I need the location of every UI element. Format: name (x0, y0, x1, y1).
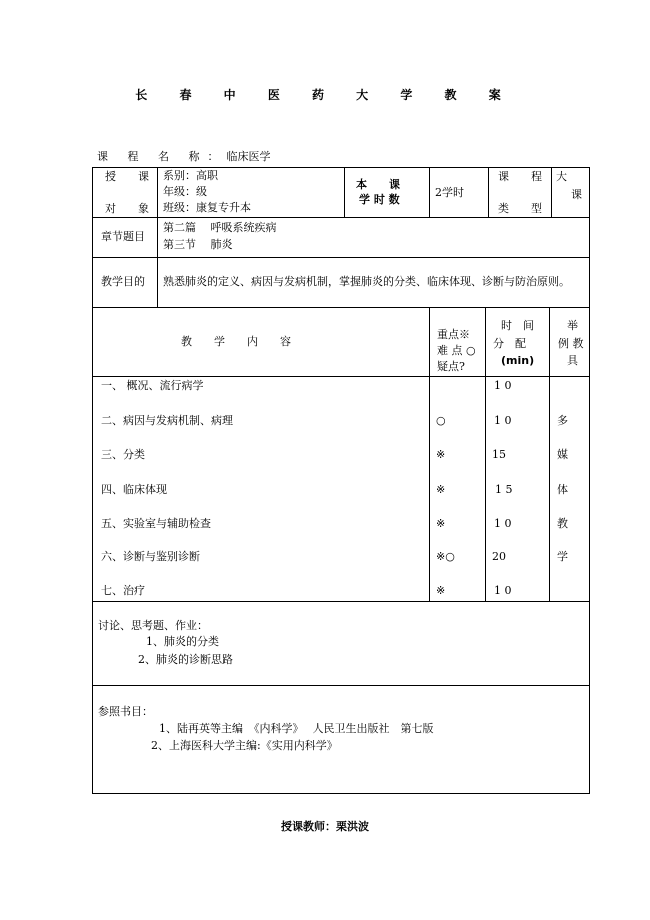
discussion-item: 2、肺炎的诊断思路 (138, 653, 233, 666)
col-divider (429, 307, 430, 601)
content-mark-2: ○ (436, 414, 446, 427)
purpose-label: 教学目的 (101, 275, 145, 288)
content-mark-6: ※○ (436, 550, 455, 563)
references-label: 参照书目： (98, 705, 153, 718)
grade-field: 年级：级 (163, 185, 207, 198)
course-name-line (97, 148, 271, 164)
teacher-signature: 授课教师：栗洪波 (281, 820, 369, 833)
row-divider (93, 257, 589, 258)
teaching-aid-char: 教 (557, 517, 568, 530)
content-time-1: 1 0 (494, 379, 512, 392)
class-field: 班级：康复专升本 (163, 201, 251, 214)
col-divider (485, 307, 486, 601)
teach-obj-label-1: 授 课 (105, 170, 149, 183)
row-divider (93, 307, 589, 308)
chapter-line-1: 第二篇 呼吸系统疾病 (163, 221, 277, 234)
col-divider (549, 307, 550, 601)
example-header-2: 例 教 (558, 337, 584, 350)
col-divider (157, 168, 158, 307)
hours-value: 2学时 (435, 186, 464, 199)
content-item-3: 三、分类 (101, 448, 145, 461)
content-time-5: 1 0 (494, 517, 512, 530)
content-time-4: 1 5 (495, 483, 513, 496)
content-time-6: 20 (492, 550, 506, 563)
col-divider (551, 168, 552, 217)
content-time-2: 1 0 (494, 414, 512, 427)
content-mark-7: ※ (436, 584, 446, 597)
teaching-aid-char: 体 (557, 483, 568, 496)
reference-item: 2、上海医科大学主编:《实用内科学》 (151, 739, 338, 752)
reference-item: 1、陆再英等主编 《内科学》 人民卫生出版社 第七版 (159, 722, 434, 735)
type-label-2: 类 型 (498, 202, 542, 215)
teaching-aid-char: 学 (557, 550, 568, 563)
time-header-1: 时 间 (501, 319, 534, 332)
lesson-plan-table (92, 167, 590, 794)
content-time-3: 15 (492, 448, 506, 461)
content-item-2: 二、病因与发病机制、病理 (101, 414, 233, 427)
course-name-value: 临床医学 (226, 150, 271, 163)
row-divider (93, 685, 589, 686)
content-header: 教 学 内 容 (181, 335, 291, 348)
content-time-7: 1 0 (494, 584, 512, 597)
course-name-label: 课 程 名 称： (97, 150, 227, 163)
key-header-3: 疑点? (437, 360, 465, 373)
type-value-1: 大 (556, 170, 567, 183)
row-divider (93, 601, 589, 602)
discussion-item: 1、肺炎的分类 (146, 635, 219, 648)
example-header-1: 举 (567, 319, 578, 332)
example-header-3: 具 (567, 354, 578, 367)
key-header-2: 难 点 ○ (437, 344, 476, 357)
col-divider (344, 168, 345, 217)
content-item-4: 四、临床体现 (101, 483, 167, 496)
teaching-aid-char: 媒 (557, 448, 568, 461)
col-divider (429, 168, 430, 217)
content-item-7: 七、治疗 (101, 584, 145, 597)
time-header-2: 分 配 (493, 337, 526, 350)
dept-field: 系别：高职 (163, 169, 218, 182)
teach-obj-label-2: 对 象 (105, 202, 149, 215)
col-divider (488, 168, 489, 217)
discussion-label: 讨论、思考题、作业： (98, 619, 208, 632)
type-label-1: 课 程 (498, 170, 542, 183)
content-item-6: 六、诊断与鉴别诊断 (101, 550, 200, 563)
teaching-aid-char: 多 (557, 414, 568, 427)
type-value-2: 课 (571, 188, 582, 201)
chapter-line-2: 第三节 肺炎 (163, 238, 233, 251)
purpose-text: 熟悉肺炎的定义、病因与发病机制，掌握肺炎的分类、临床体现、诊断与防治原则。 (163, 275, 570, 288)
content-mark-5: ※ (436, 517, 446, 530)
hours-label-1: 本 课 (356, 178, 400, 191)
content-mark-4: ※ (436, 483, 446, 496)
document-title: 长 春 中 医 药 大 学 教 案 (135, 88, 515, 102)
time-header-3: (min) (501, 354, 535, 367)
row-divider (93, 376, 589, 377)
hours-label-2: 学 时 数 (359, 193, 400, 206)
key-header-1: 重点※ (437, 328, 470, 341)
chapter-label: 章节题目 (101, 230, 145, 243)
row-divider (93, 217, 589, 218)
content-item-5: 五、实验室与辅助检查 (101, 517, 211, 530)
content-item-1: 一、 概况、流行病学 (101, 379, 204, 392)
content-mark-3: ※ (436, 448, 446, 461)
